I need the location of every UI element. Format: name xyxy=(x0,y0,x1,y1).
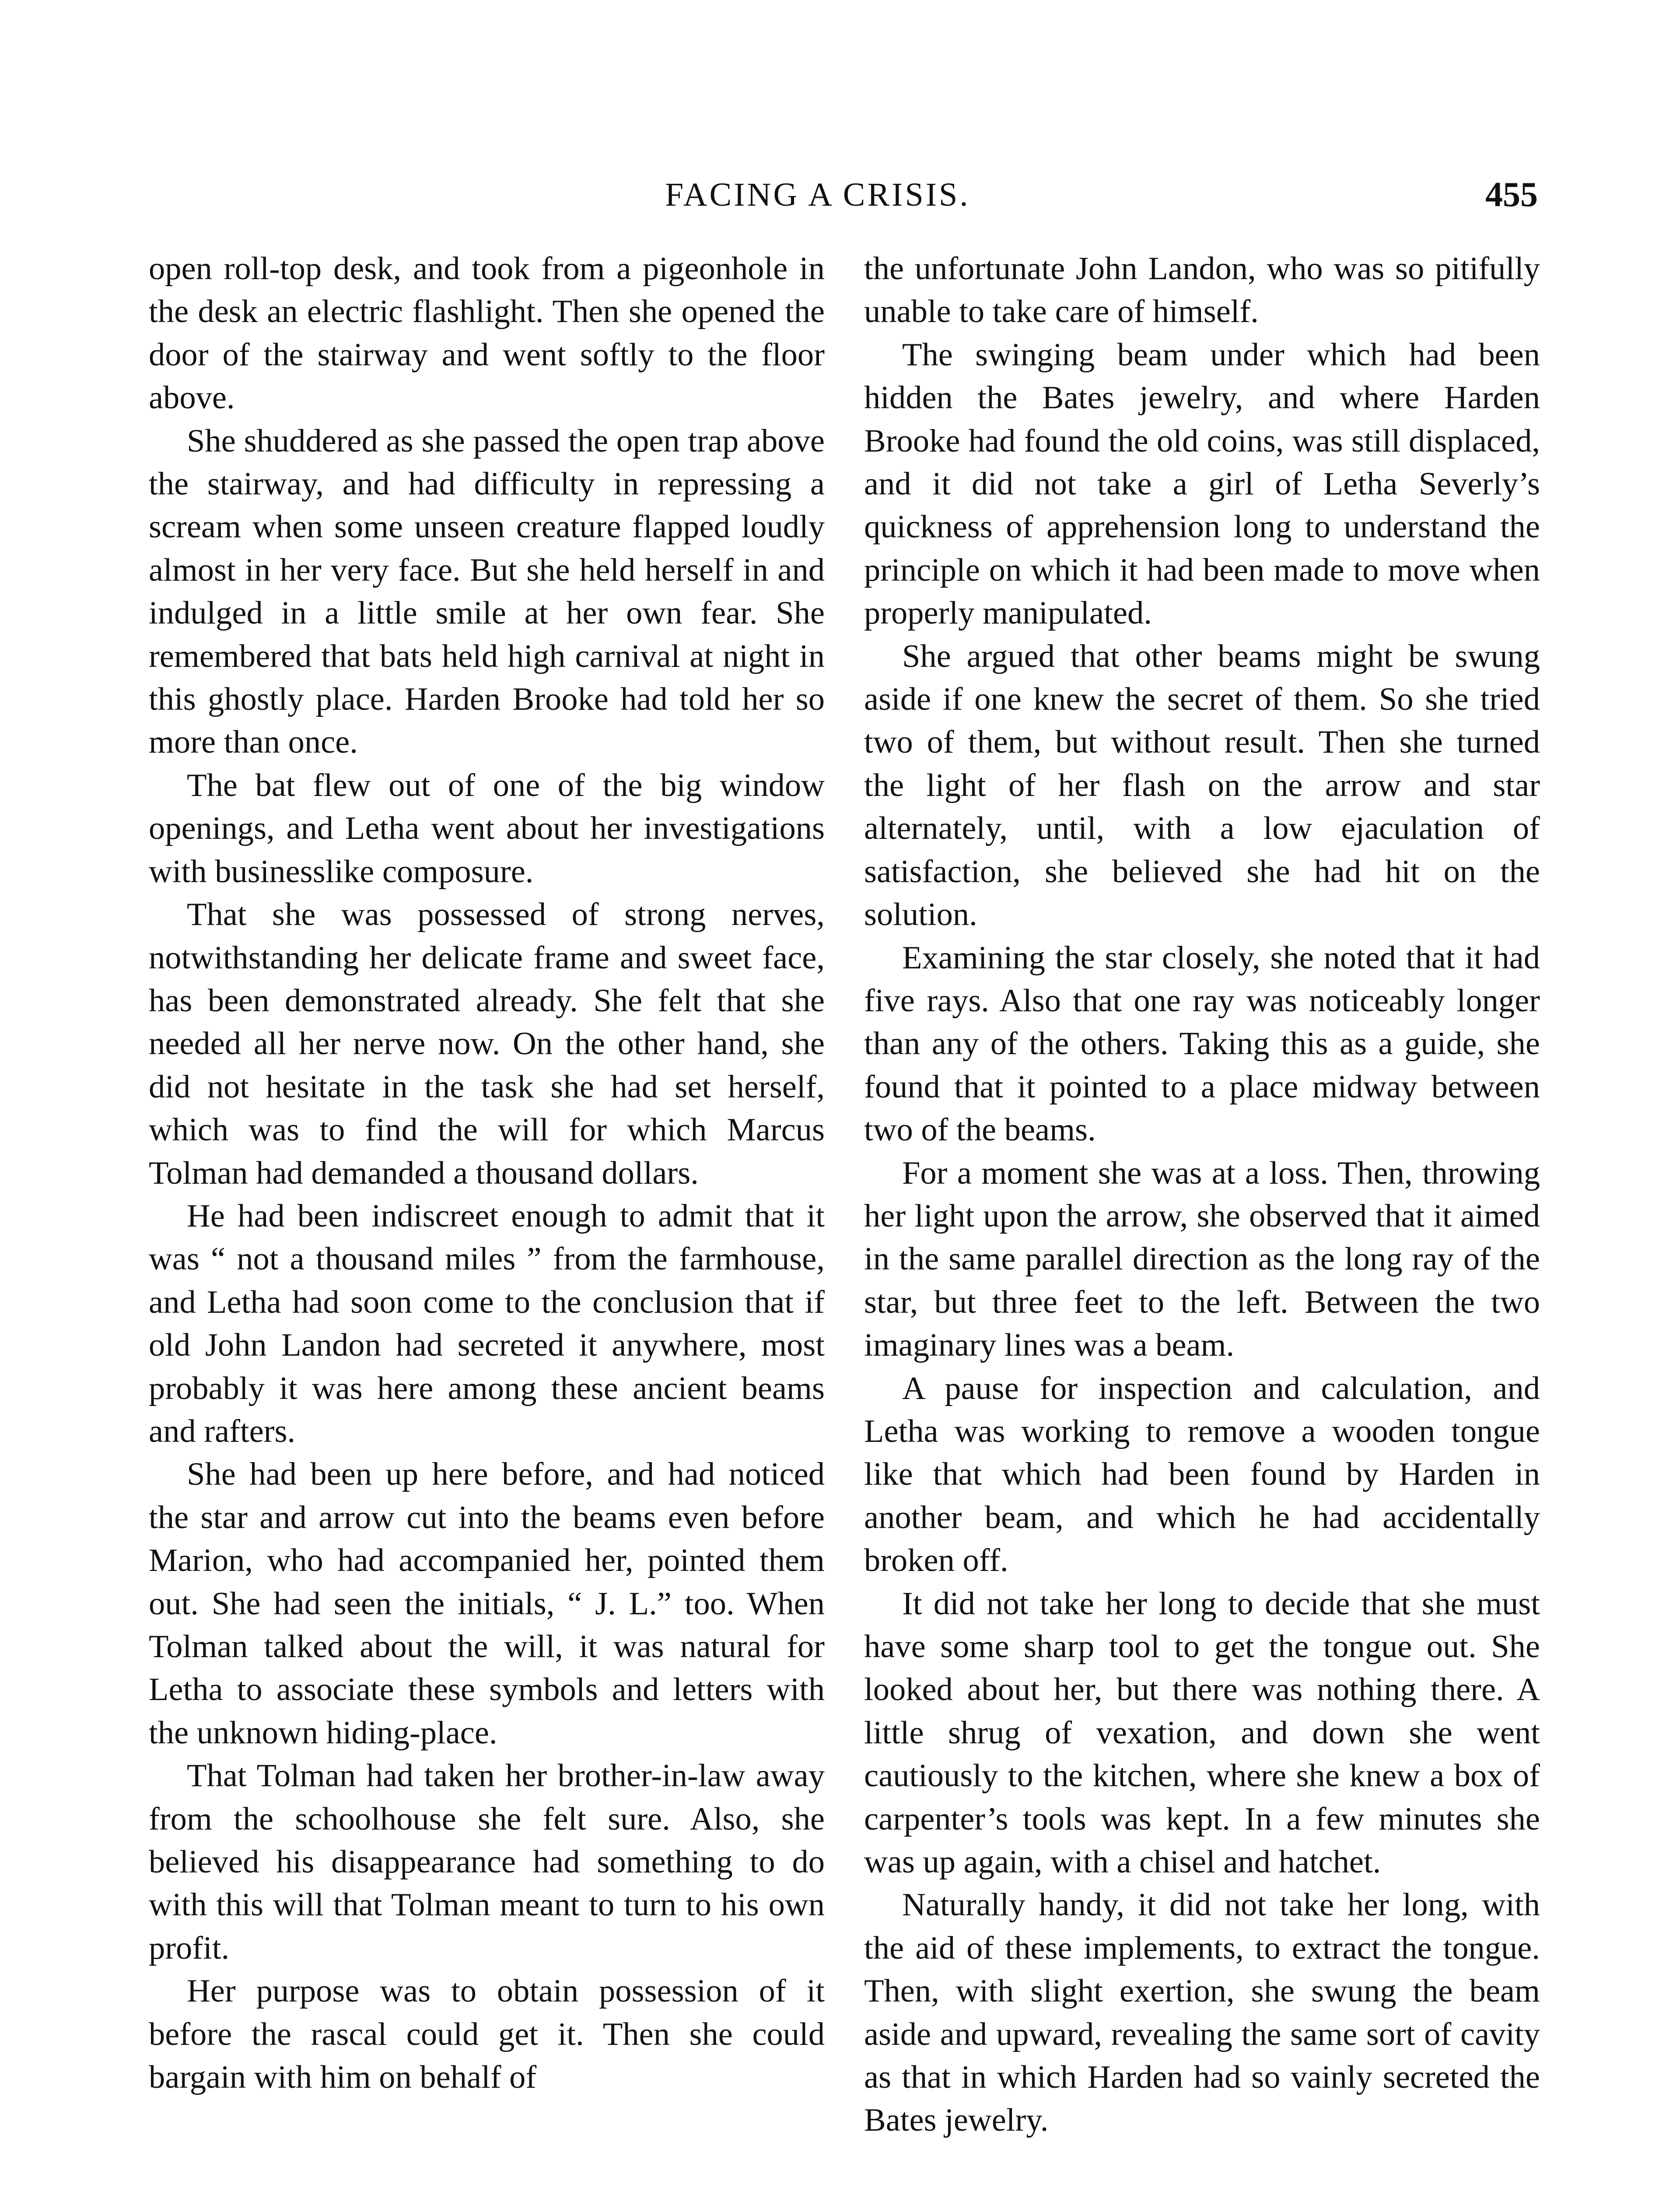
paragraph: The bat flew out of one of the big window openings, and Letha went about her investigations with businesslike composure. xyxy=(149,767,825,890)
paragraph: That she was possessed of strong nerves, notwithstanding her delicate frame and sweet face, has been demonstrated already. She felt that she needed all her nerve now. On the other hand, she did not hesitate in the task she had set herself, which was to find the will for which Marcus Tolman had demanded a thousand dollars. xyxy=(149,897,825,1191)
paragraph: Her purpose was to obtain possession of it before the rascal could get it. Then she could bargain with him on behalf of xyxy=(149,1973,825,2096)
right-column xyxy=(864,247,1540,2142)
paragraph: That Tolman had taken her brother-in-law away from the schoolhouse she felt sure. Also, she believed his disappearance had something to do with this will that Tolman meant to turn to his own profit. xyxy=(149,1758,825,1966)
paragraph: She argued that other beams might be swung aside if one knew the secret of them. So she tried two of them, but without result. Then she turned the light of her flash on the arrow and star alternately, until, with a low ejaculation of satisfaction, she believed she had hit on the solution. xyxy=(864,638,1540,933)
running-head xyxy=(0,171,1680,219)
paragraph: She shuddered as she passed the open trap above the stairway, and had difficulty in repressing a scream when some unseen creature flapped loudly almost in her very face. But she held herself in and indulged in a little smile at her own fear. She remembered that bats held high carnival at night in this ghostly place. Harden Brooke had told her so more than once. xyxy=(149,423,825,761)
page-number: 455 xyxy=(1485,175,1538,214)
paragraph: Naturally handy, it did not take her long, with the aid of these implements, to extract the tongue. Then, with slight exertion, she swung the beam aside and upward, revealing the same sort of cavity as that in which Harden had so vainly secreted the Bates jewelry. xyxy=(864,1887,1540,2139)
left-column xyxy=(149,247,825,2099)
paragraph: For a moment she was at a loss. Then, throwing her light upon the arrow, she observed that it aimed in the same parallel direction as the long ray of the star, but three feet to the left. Between the two imaginary lines was a beam. xyxy=(864,1155,1540,1364)
paragraph: She had been up here before, and had noticed the star and arrow cut into the beams even before Marion, who had accompanied her, pointed them out. She had seen the initials, “ J. L.” too. When Tolman talked about the will, it was natural for Letha to associate these symbols and letters with the unknown hiding-place. xyxy=(149,1456,825,1751)
paragraph: The swinging beam under which had been hidden the Bates jewelry, and where Harden Brooke had found the old coins, was still displaced, and it did not take a girl of Letha Severly’s quickness of apprehension long to understand the principle on which it had been made to move when properly manipulated. xyxy=(864,337,1540,631)
paragraph: the unfortunate John Landon, who was so pitifully unable to take care of himself. xyxy=(864,251,1540,330)
paragraph: It did not take her long to decide that she must have some sharp tool to get the tongue out. She looked about her, but there was nothing there. A little shrug of vexation, and down she went cautiously to the kitchen, where she knew a box of carpenter’s tools was kept. In a few minutes she was up again, with a chisel and hatchet. xyxy=(864,1585,1540,1880)
paragraph: open roll-top desk, and took from a pigeonhole in the desk an electric flashlight. Then she opened the door of the stairway and went softly to the floor above. xyxy=(149,251,825,416)
paragraph: Examining the star closely, she noted that it had five rays. Also that one ray was noticeably longer than any of the others. Taking this as a guide, she found that it pointed to a place midway between two of the beams. xyxy=(864,940,1540,1148)
running-title: FACING A CRISIS. xyxy=(665,176,970,213)
paragraph: He had been indiscreet enough to admit that it was “ not a thousand miles ” from the farmhouse, and Letha had soon come to the conclusion that if old John Landon had secreted it anywhere, most probably it was here among these ancient beams and rafters. xyxy=(149,1198,825,1449)
paragraph: A pause for inspection and calculation, and Letha was working to remove a wooden tongue like that which had been found by Harden in another beam, and which he had accidentally broken off. xyxy=(864,1370,1540,1579)
